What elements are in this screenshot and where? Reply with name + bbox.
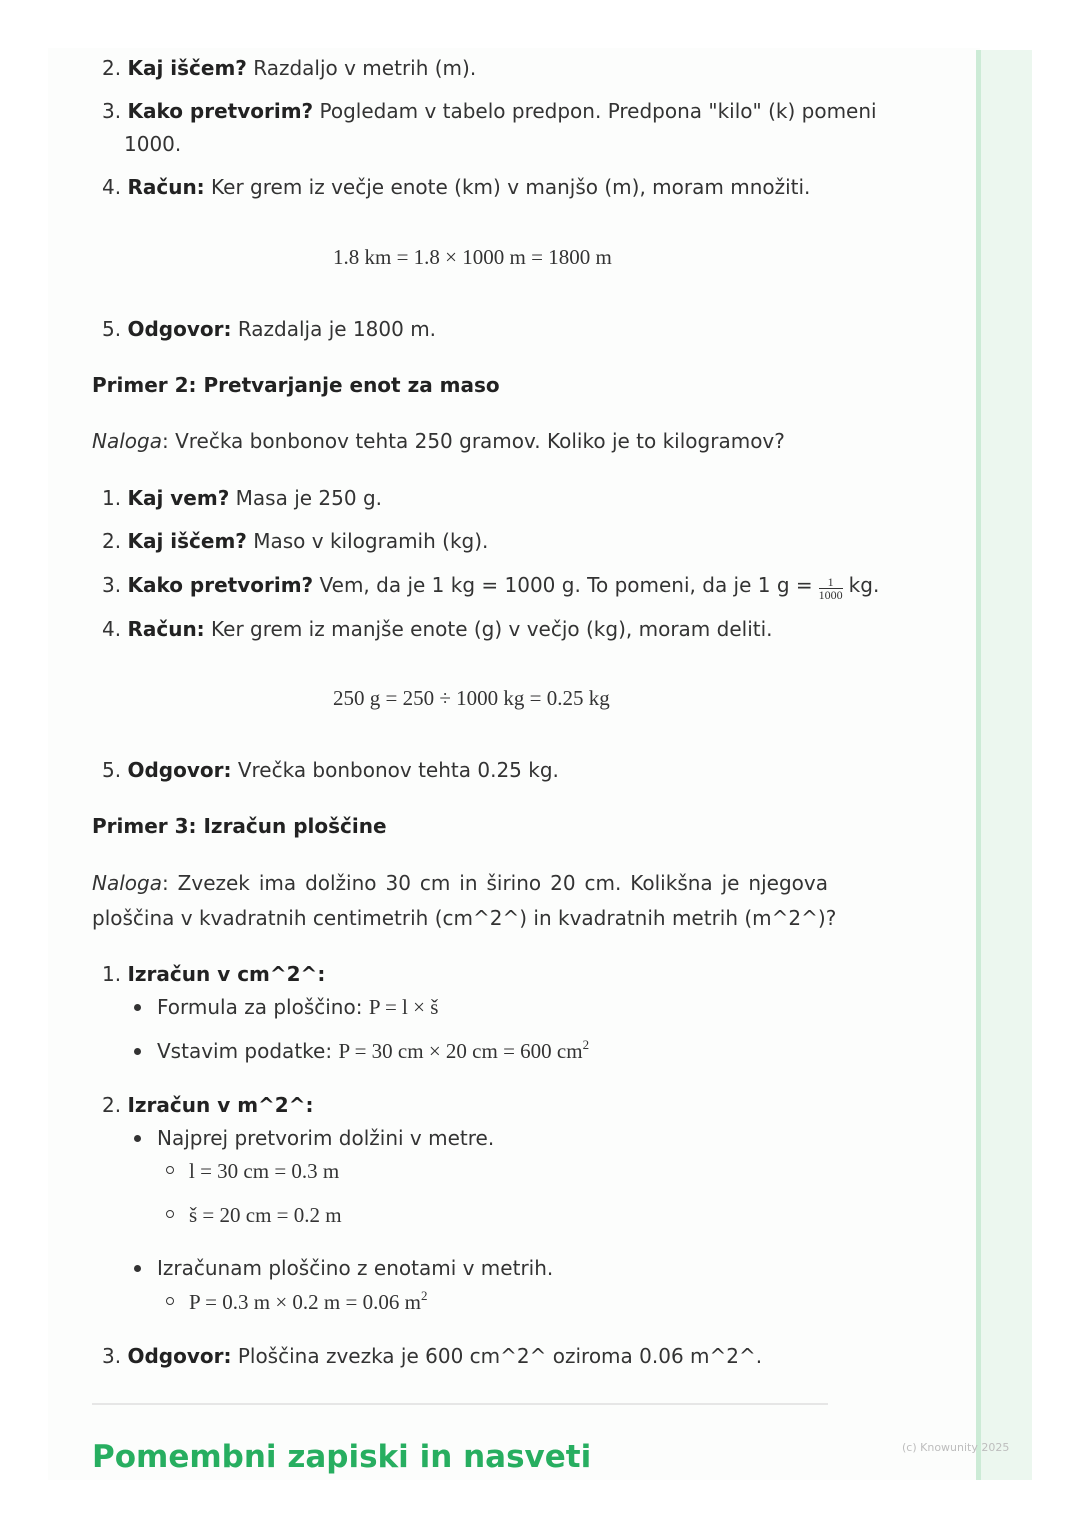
bullet-insert-values: Vstavim podatke: P = 30 cm × 20 cm = 600 $cm^2$ (157, 1037, 590, 1063)
sidebar-panel (976, 50, 1032, 1480)
step-3-kako-pretvorim: 3. Kako pretvorim? Pogledam v tabelo predpon. Predpona "kilo" (k) pomeni (102, 99, 877, 123)
example-2-step-2: 2. Kaj iščem? Maso v kilogramih (kg). (102, 529, 489, 553)
example-3-step-3: 3. Odgovor: Ploščina zvezka je 600 cm^2^ oziroma 0.06 m^2^. (102, 1344, 763, 1368)
example-3-step-1: 1. Izračun v cm^2^: (102, 962, 326, 986)
example-3-task-line-1: Naloga: Zvezek ima dolžino 30 cm in širino 20 cm. Kolikšna je njegova (92, 871, 828, 895)
bullet-dot (134, 1265, 141, 1272)
math-width-conversion: š = 20 cm = 0.2 m (189, 1203, 342, 1227)
example-2-task: Naloga: Vrečka bonbonov tehta 250 gramov. Koliko je to kilogramov? (92, 429, 785, 453)
circle-bullet (166, 1297, 174, 1305)
formula-km-to-m: 1.8 km = 1.8 × 1000 m = 1800 m (333, 245, 612, 269)
bullet-dot (134, 1135, 141, 1142)
example-3-step-2: 2. Izračun v m^2^: (102, 1093, 314, 1117)
example-2-step-5: 5. Odgovor: Vrečka bonbonov tehta 0.25 kg. (102, 758, 559, 782)
bullet-formula: Formula za ploščino: P = l × š (157, 995, 439, 1019)
bullet-dot (134, 1048, 141, 1055)
example-2-step-4: 4. Račun: Ker grem iz manjše enote (g) v večjo (kg), moram deliti. (102, 617, 773, 641)
circle-bullet (166, 1166, 174, 1174)
circle-bullet (166, 1210, 174, 1218)
fraction-1-over-1000: $\frac{1}{1000}$ (818, 575, 843, 602)
step-5-odgovor: 5. Odgovor: Razdalja je 1800 m. (102, 317, 437, 341)
sidebar-accent-line (976, 50, 981, 1480)
math-area-meters: P = 0.3 m × 0.2 m = 0.06 $m^2$ (189, 1288, 428, 1314)
step-4-racun: 4. Račun: Ker grem iz večje enote (km) v manjšo (m), moram množiti. (102, 175, 811, 199)
math-length-conversion: l = 30 cm = 0.3 m (189, 1159, 340, 1183)
example-3-title: Primer 3: Izračun ploščine (92, 814, 387, 838)
example-2-step-1: 1. Kaj vem? Masa je 250 g. (102, 486, 383, 510)
step-3-continuation: 1000. (124, 132, 182, 156)
bullet-dot (134, 1004, 141, 1011)
section-heading: Pomembni zapiski in nasveti (92, 1439, 592, 1475)
example-3-task-line-2: ploščina v kvadratnih centimetrih (cm^2^) in kvadratnih metrih (m^2^)? (92, 906, 837, 930)
formula-g-to-kg: 250 g = 250 ÷ 1000 kg = 0.25 kg (333, 686, 610, 710)
step-2-kaj-iscem: 2. Kaj iščem? Razdaljo v metrih (m). (102, 56, 477, 80)
bullet-convert-lengths: Najprej pretvorim dolžini v metre. (157, 1126, 495, 1150)
bullet-compute-area-meters: Izračunam ploščino z enotami v metrih. (157, 1256, 554, 1280)
example-2-title: Primer 2: Pretvarjanje enot za maso (92, 373, 500, 397)
example-2-step-3: 3. Kako pretvorim? Vem, da je 1 kg = 1000 g. To pomeni, da je 1 g = $\frac{1}{1000}$ kg. (102, 573, 880, 602)
watermark: (c) Knowunity 2025 (902, 1441, 1010, 1454)
section-divider (92, 1403, 828, 1405)
